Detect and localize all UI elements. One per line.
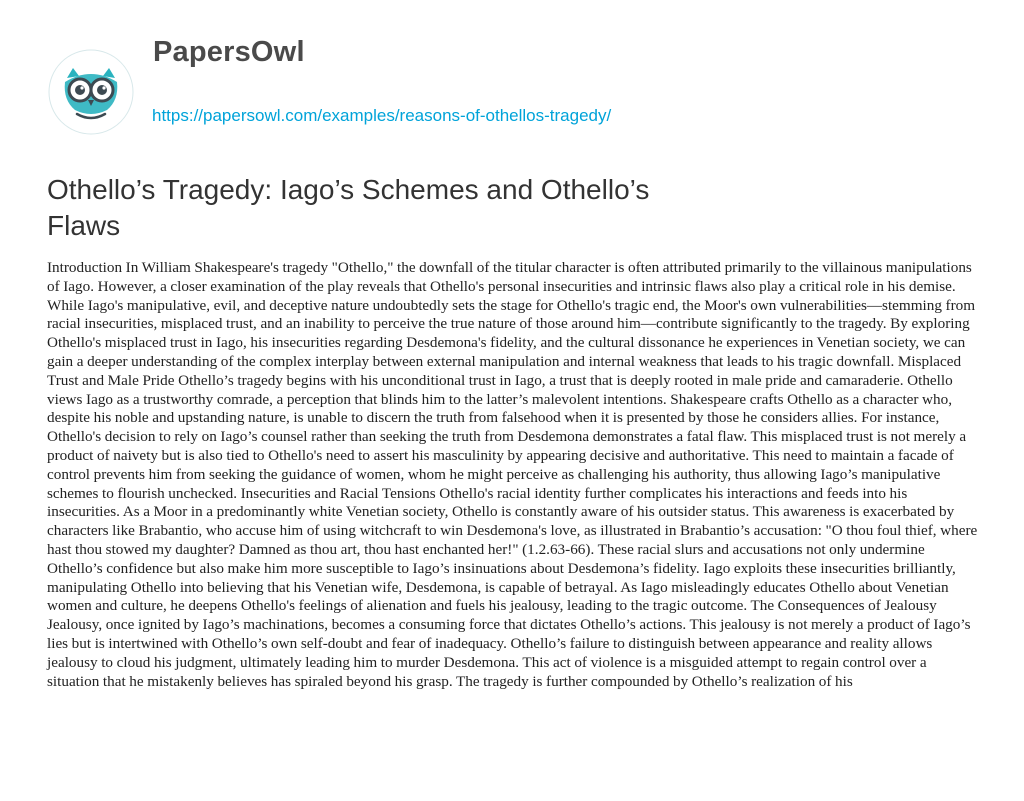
brand-name[interactable]: PapersOwl (153, 36, 305, 68)
article-title: Othello’s Tragedy: Iago’s Schemes and Othello’s Flaws (47, 174, 650, 241)
article-body: Introduction In William Shakespeare's tragedy "Othello," the downfall of the titular character is often attributed primarily to the villainous manipulations of Iago. However, a closer examination of the play reveals that Othello's personal insecurities and intrinsic flaws also play a critical role in his demise. While Iago's manipulative, evil, and deceptive nature undoubtedly sets the stage for Othello's tragic end, the Moor's own vulnerabilities—stemming from racial insecurities, misplaced trust, and an inability to perceive the true nature of those around him—contribute significantly to the tragedy. By exploring Othello's misplaced trust in Iago, his insecurities regarding Desdemona's fidelity, and the cultural dissonance he experiences in Venetian society, we can gain a deeper understanding of the complex interplay between external manipulation and internal weakness that leads to his tragic downfall. Misplaced Trust and Male Pride Othello’s tragedy begins with his unconditional trust in Iago, a trust that is deeply rooted in male pride and camaraderie. Othello views Iago as a trustworthy comrade, a perception that blinds him to the latter’s malevolent intentions. Shakespeare crafts Othello as a character who, despite his noble and upstanding nature, is unable to discern the truth from falsehood when it is presented by those he considers allies. For instance, Othello's decision to rely on Iago’s counsel rather than seeking the truth from Desdemona demonstrates a fatal flaw. This misplaced trust is not merely a product of naivety but is also tied to Othello's need to assert his masculinity by appearing decisive and authoritative. This need to maintain a facade of control prevents him from seeking the guidance of women, whom he might perceive as challenging his authority, thus allowing Iago’s manipulative schemes to flourish unchecked. Insecurities and Racial Tensions Othello's racial identity further complicates his interactions and feeds into his insecurities. As a Moor in a predominantly white Venetian society, Othello is constantly aware of his outsider status. This awareness is exacerbated by characters like Brabantio, who accuse him of using witchcraft to win Desdemona's love, as illustrated in Brabantio’s accusation: "O thou foul thief, where hast thou stowed my daughter? Damned as thou art, thou hast enchanted her!" (1.2.63-66). These racial slurs and accusations not only undermine Othello’s confidence but also make him more susceptible to Iago’s insinuations about Desdemona’s fidelity. Iago exploits these insecurities brilliantly, manipulating Othello into believing that his Venetian wife, Desdemona, is capable of betrayal. As Iago misleadingly educates Othello about Venetian women and culture, he deepens Othello's feelings of alienation and fuels his jealousy, leading to the tragic outcome. The Consequences of Jealousy Jealousy, once ignited by Iago’s machinations, becomes a consuming force that dictates Othello’s actions. This jealousy is not merely a product of Iago’s lies but is intertwined with Othello’s own self-doubt and fear of inadequacy. Othello’s failure to distinguish between appearance and reality allows jealousy to cloud his judgment, ultimately leading him to murder Desdemona. This act of violence is a misguided attempt to regain control over a situation that he mistakenly believes has spiraled beyond his grasp. The tragedy is further compounded by Othello’s realization of his (47, 259, 978, 690)
site-header (47, 30, 747, 140)
page-url-link[interactable]: https://papersowl.com/examples/reasons-of-othellos-tragedy/ (152, 106, 612, 125)
owl-logo-icon[interactable] (47, 48, 135, 136)
